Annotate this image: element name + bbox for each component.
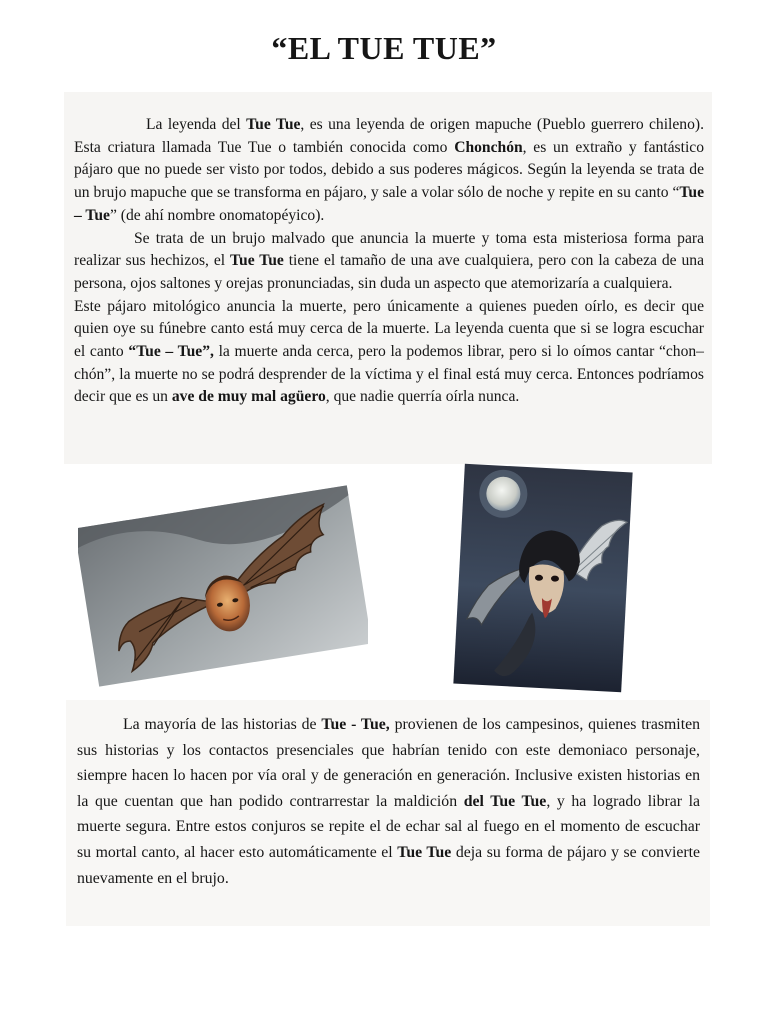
stories-text-block bbox=[66, 700, 710, 926]
tue-tue-illustration-right bbox=[448, 460, 638, 700]
page-title: “EL TUE TUE” bbox=[271, 30, 497, 66]
paragraph-1: La leyenda del Tue Tue, es una leyenda de origen mapuche (Pueblo guerrero chileno). Esta criatura llamada Tue Tue o también conocida como Chonchón, es un extraño y fantástico pájaro que no puede ser visto por todos, debido a sus poderes mágicos. Según la leyenda se trata de un brujo mapuche que se transforma en pájaro, y sale a volar sólo de noche y repite en su canto “Tue – Tue” (de ahí nombre onomatopéyico). bbox=[74, 116, 704, 224]
paragraph-4: La mayoría de las historias de Tue - Tue, provienen de los campesinos, quienes trasmiten sus historias y los contactos presenciales que habrían tenido con este demoniaco personaje, siempre hacen lo hacen por vía oral y de generación en generación. Inclusive existen historias en la que cuentan que han podido contrarrestar la maldición del Tue Tue, y ha logrado librar la muerte segura. Entre estos conjuros se repite el de echar sal al fuego en el momento de escuchar su mortal canto, al hacer esto automáticamente el Tue Tue deja su forma de pájaro y se convierte nuevamente en el brujo. bbox=[77, 716, 701, 887]
paragraph-2: Se trata de un brujo malvado que anuncia la muerte y toma esta misteriosa forma para realizar sus hechizos, el Tue Tue tiene el tamaño de una ave cualquiera, pero con la cabeza de una persona, ojos saltones y orejas pronunciadas, sin duda un aspecto que atemorizaría a cualquiera. bbox=[74, 229, 704, 292]
tue-tue-illustration-left bbox=[78, 484, 368, 689]
intro-text-block bbox=[64, 92, 712, 464]
paragraph-3: Este pájaro mitológico anuncia la muerte, pero únicamente a quienes pueden oírlo, es decir que quien oye su fúnebre canto está muy cerca de la muerte. La leyenda cuenta que si se logra escuchar el canto “Tue – Tue”, la muerte anda cerca, pero la podemos librar, pero si lo oímos cantar “chon–chón”, la muerte no se podrá desprender de la víctima y el final está muy cerca. Entonces podríamos decir que es un ave de muy mal agüero, que nadie querría oírla nunca. bbox=[74, 297, 704, 406]
